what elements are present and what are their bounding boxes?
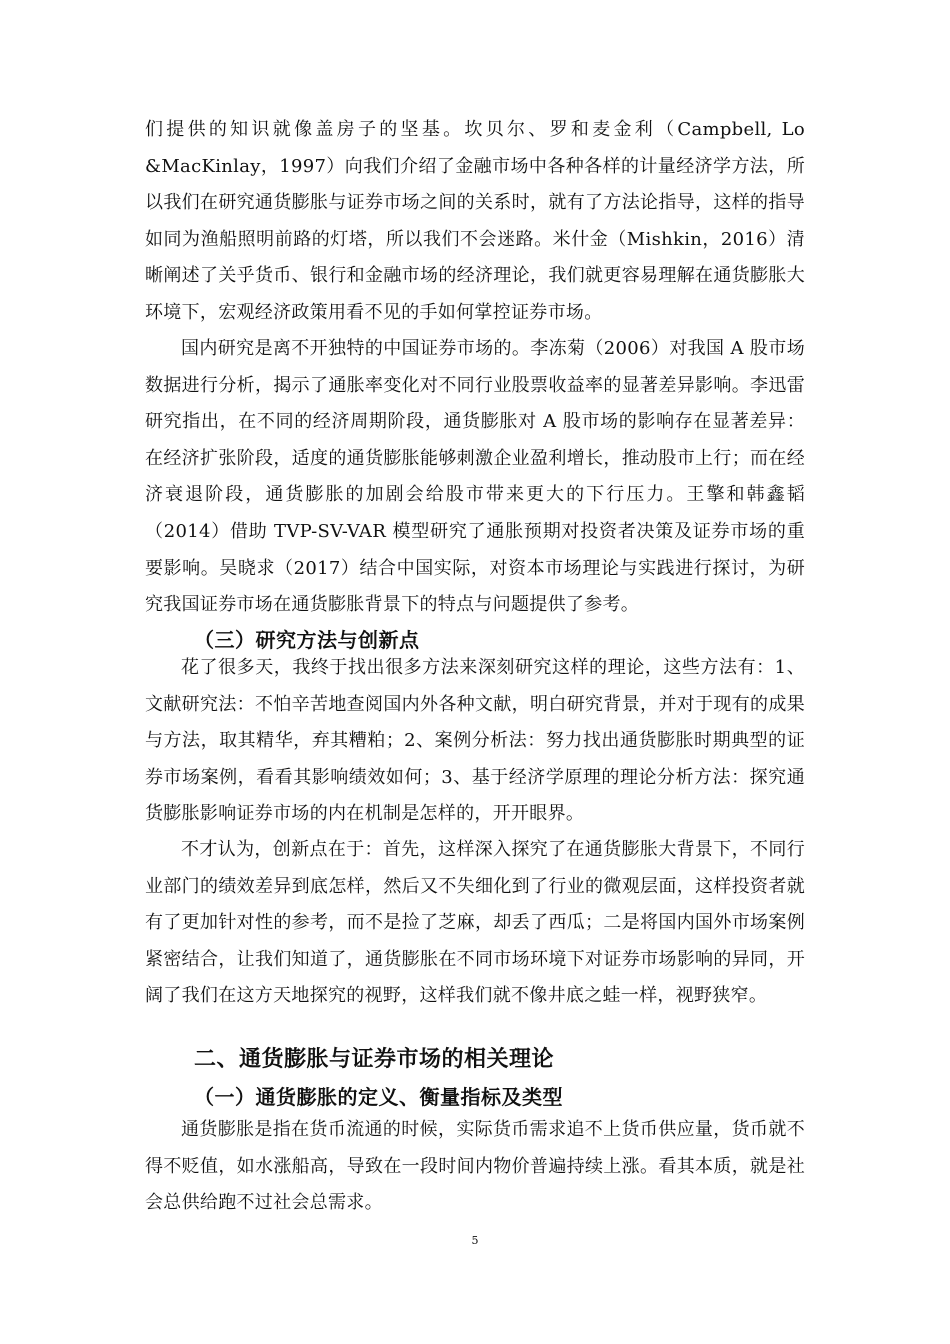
paragraph-innovation: 不才认为，创新点在于：首先，这样深入探究了在通货膨胀大背景下，不同行业部门的绩效差异到底怎样，然后又不失细化到了行业的微观层面，这样投资者就有了更加针对性的参考，而不是捡了芝麻，却丢了西瓜；二是将国内国外市场案例紧密结合，让我们知道了，通货膨胀在不同市场环境下对证券市场影响的异同，开阔了我们在这方天地探究的视野，这样我们就不像井底之蛙一样，视野狭窄。 <box>145 839 805 1007</box>
paragraph-literature-domestic: 国内研究是离不开独特的中国证券市场的。李冻菊（2006）对我国 A 股市场数据进行分析，揭示了通胀率变化对不同行业股票收益率的显著差异影响。李迅雷研究指出，在不同的经济周期阶段，通货膨胀对 A 股市场的影响存在显著差异：在经济扩张阶段，适度的通货膨胀能够刺激企业盈利增长，推动股市上行；而在经济衰退阶段，通货膨胀的加剧会给股市带来更大的下行压力。王擎和韩鑫韬（2014）借助 TVP-SV-VAR 模型研究了通胀预期对投资者决策及证券市场的重要影响。吴晓求（2017）结合中国实际，对资本市场理论与实践进行探讨，为研究我国证券市场在通货膨胀背景下的特点与问题提供了参考。 <box>145 338 805 616</box>
chapter-heading-theory: 二、通货膨胀与证券市场的相关理论 <box>194 1047 555 1072</box>
paragraph-definition: 通货膨胀是指在货币流通的时候，实际货币需求追不上货币供应量，货币就不得不贬值，如水涨船高，导致在一段时间内物价普遍持续上涨。看其本质，就是社会总供给跑不过社会总需求。 <box>145 1119 805 1214</box>
page-number: 5 <box>471 1234 479 1247</box>
paragraph-literature-foreign: 们提供的知识就像盖房子的坚基。坎贝尔、罗和麦金利（Campbell, Lo &MacKinlay，1997）向我们介绍了金融市场中各种各样的计量经济学方法，所以我们在研究通货膨胀与证券市场之间的关系时，就有了方法论指导，这样的指导如同为渔船照明前路的灯塔，所以我们不会迷路。米什金（Mishkin，2016）清晰阐述了关乎货币、银行和金融市场的经济理论，我们就更容易理解在通货膨胀大环境下，宏观经济政策用看不见的手如何掌控证券市场。 <box>145 119 805 323</box>
section-heading-definition: （一）通货膨胀的定义、衡量指标及类型 <box>194 1085 563 1109</box>
section-heading-methods: （三）研究方法与创新点 <box>194 628 420 652</box>
paragraph-methods: 花了很多天，我终于找出很多方法来深刻研究这样的理论，这些方法有：1、文献研究法：不怕辛苦地查阅国内外各种文献，明白研究背景，并对于现有的成果与方法，取其精华，弃其糟粕；2、案例分析法：努力找出通货膨胀时期典型的证券市场案例，看看其影响绩效如何；3、基于经济学原理的理论分析方法：探究通货膨胀影响证券市场的内在机制是怎样的，开开眼界。 <box>145 657 805 825</box>
